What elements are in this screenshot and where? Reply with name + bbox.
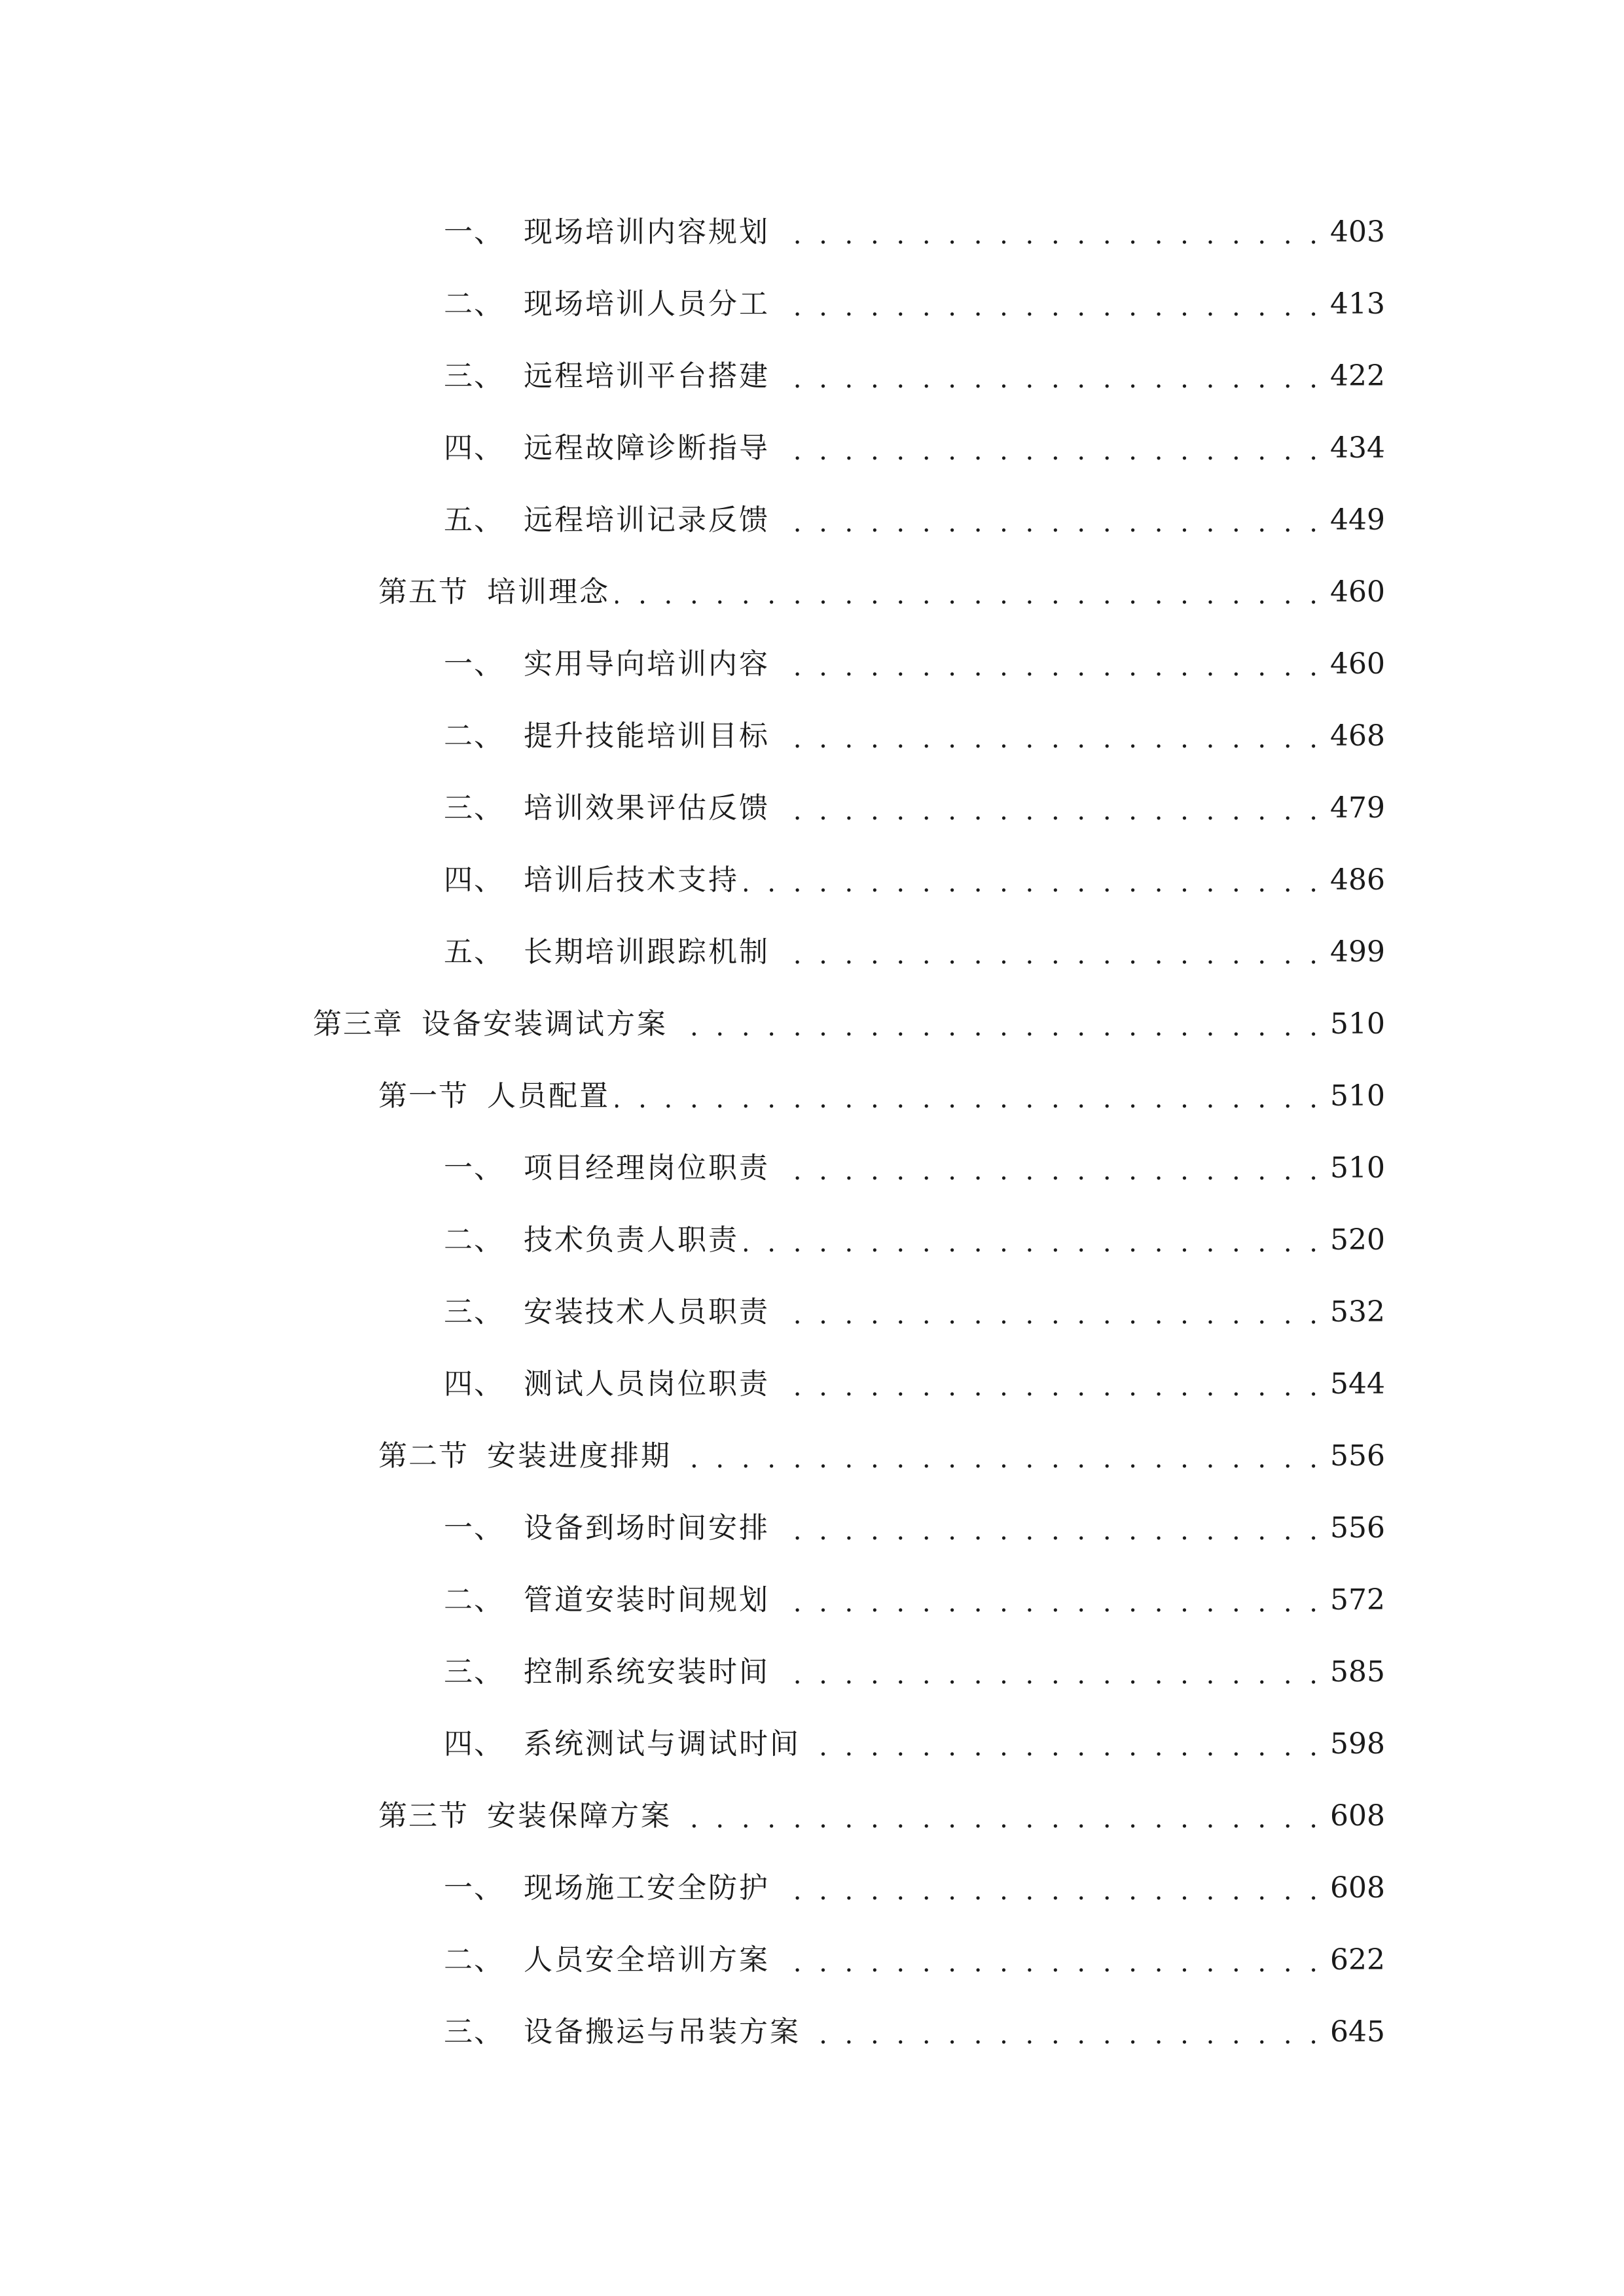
dot-leader xyxy=(744,1204,1322,1276)
toc-row-item[interactable] xyxy=(0,196,1624,268)
toc-entry-page-number: 532 xyxy=(1330,1295,1385,1329)
toc-entry-page-number: 556 xyxy=(1330,1439,1385,1473)
toc-entry-number: 二、 xyxy=(444,1223,504,1257)
toc-row-section[interactable] xyxy=(0,1780,1624,1852)
toc-entry-title: 培训效果评估反馈 xyxy=(524,791,770,825)
toc-entry-number: 四、 xyxy=(444,431,504,465)
dot-leader xyxy=(775,1852,1322,1924)
dot-leader xyxy=(775,268,1322,340)
toc-entry xyxy=(444,196,1385,268)
dot-leader xyxy=(673,988,1322,1060)
toc-entry-number: 二、 xyxy=(444,1943,504,1977)
toc-entry-title: 远程故障诊断指导 xyxy=(524,431,770,465)
toc-entry-title: 远程培训平台搭建 xyxy=(524,359,770,393)
dot-leader xyxy=(806,1996,1322,2068)
toc-entry-title: 设备搬运与吊装方案 xyxy=(524,2015,801,2049)
toc-entry-number: 二、 xyxy=(444,719,504,753)
toc-entry xyxy=(378,556,1385,628)
dot-leader xyxy=(615,1060,1322,1132)
toc-entry-page-number: 422 xyxy=(1330,359,1385,393)
toc-entry xyxy=(378,1420,1385,1492)
toc-row-item[interactable] xyxy=(0,700,1624,772)
toc-entry-title: 控制系统安装时间 xyxy=(524,1655,770,1689)
toc-entry xyxy=(444,1996,1385,2068)
toc-entry xyxy=(444,844,1385,916)
toc-entry-page-number: 510 xyxy=(1330,1151,1385,1185)
toc-row-chapter[interactable] xyxy=(0,988,1624,1060)
toc-entry-title: 技术负责人职责 xyxy=(524,1223,739,1257)
toc-entry-page-number: 572 xyxy=(1330,1583,1385,1617)
toc-row-item[interactable] xyxy=(0,1852,1624,1924)
toc-entry-title: 人员安全培训方案 xyxy=(524,1943,770,1977)
toc-entry-number: 三、 xyxy=(444,1655,504,1689)
toc-entry-page-number: 598 xyxy=(1330,1727,1385,1761)
dot-leader xyxy=(744,844,1322,916)
toc-entry-title: 远程培训记录反馈 xyxy=(524,503,770,537)
toc-entry-title: 测试人员岗位职责 xyxy=(524,1367,770,1401)
toc-entry-page-number: 434 xyxy=(1330,431,1385,465)
toc-entry xyxy=(444,1924,1385,1996)
table-of-contents xyxy=(0,196,1624,2068)
toc-entry-page-number: 468 xyxy=(1330,719,1385,753)
toc-entry-title: 现场施工安全防护 xyxy=(524,1871,770,1905)
toc-row-item[interactable] xyxy=(0,844,1624,916)
toc-entry xyxy=(444,772,1385,844)
dot-leader xyxy=(775,340,1322,412)
toc-entry-number: 五、 xyxy=(444,935,504,969)
dot-leader xyxy=(677,1780,1322,1852)
toc-entry xyxy=(444,1636,1385,1708)
toc-entry-page-number: 544 xyxy=(1330,1367,1385,1401)
toc-entry-title: 培训后技术支持 xyxy=(524,863,739,897)
toc-entry xyxy=(444,340,1385,412)
dot-leader xyxy=(775,700,1322,772)
toc-entry-number: 四、 xyxy=(444,1367,504,1401)
toc-entry-number: 一、 xyxy=(444,1511,504,1545)
dot-leader xyxy=(775,772,1322,844)
toc-row-item[interactable] xyxy=(0,1348,1624,1420)
toc-entry-page-number: 499 xyxy=(1330,935,1385,969)
dot-leader xyxy=(775,1348,1322,1420)
dot-leader xyxy=(775,1636,1322,1708)
toc-row-item[interactable] xyxy=(0,1204,1624,1276)
toc-row-item[interactable] xyxy=(0,268,1624,340)
dot-leader xyxy=(775,1924,1322,1996)
toc-entry-page-number: 585 xyxy=(1330,1655,1385,1689)
toc-entry-page-number: 510 xyxy=(1330,1079,1385,1113)
dot-leader xyxy=(775,1564,1322,1636)
toc-row-section[interactable] xyxy=(0,1060,1624,1132)
toc-entry-page-number: 556 xyxy=(1330,1511,1385,1545)
dot-leader xyxy=(775,916,1322,988)
toc-entry xyxy=(444,268,1385,340)
toc-entry xyxy=(444,1492,1385,1564)
toc-entry-number: 四、 xyxy=(444,863,504,897)
toc-entry-number: 三、 xyxy=(444,1295,504,1329)
toc-entry xyxy=(444,628,1385,700)
toc-entry xyxy=(444,484,1385,556)
toc-row-item[interactable] xyxy=(0,1636,1624,1708)
toc-entry-number: 三、 xyxy=(444,2015,504,2049)
toc-row-item[interactable] xyxy=(0,1924,1624,1996)
toc-entry-page-number: 403 xyxy=(1330,215,1385,249)
toc-entry-page-number: 645 xyxy=(1330,2015,1385,2049)
toc-entry-title: 现场培训人员分工 xyxy=(524,287,770,321)
toc-entry-title: 安装保障方案 xyxy=(487,1799,672,1833)
toc-entry-number: 一、 xyxy=(444,215,504,249)
toc-entry-page-number: 520 xyxy=(1330,1223,1385,1257)
toc-entry-number: 五、 xyxy=(444,503,504,537)
toc-entry-page-number: 486 xyxy=(1330,863,1385,897)
toc-row-item[interactable] xyxy=(0,1996,1624,2068)
dot-leader xyxy=(775,196,1322,268)
toc-entry xyxy=(313,988,1385,1060)
toc-entry-title: 安装进度排期 xyxy=(487,1439,672,1473)
toc-entry-title: 设备安装调试方案 xyxy=(422,1007,668,1041)
toc-entry-number: 一、 xyxy=(444,1871,504,1905)
toc-entry-number: 二、 xyxy=(444,287,504,321)
toc-entry-number: 第一节 xyxy=(378,1079,469,1113)
toc-entry-page-number: 460 xyxy=(1330,575,1385,609)
dot-leader xyxy=(677,1420,1322,1492)
toc-row-section[interactable] xyxy=(0,556,1624,628)
toc-entry-page-number: 608 xyxy=(1330,1871,1385,1905)
toc-entry xyxy=(444,1276,1385,1348)
dot-leader xyxy=(775,1276,1322,1348)
toc-entry-number: 第三章 xyxy=(313,1007,403,1041)
toc-entry-number: 第五节 xyxy=(378,575,469,609)
dot-leader xyxy=(775,628,1322,700)
toc-row-item[interactable] xyxy=(0,1132,1624,1204)
dot-leader xyxy=(615,556,1322,628)
toc-entry-title: 管道安装时间规划 xyxy=(524,1583,770,1617)
toc-entry xyxy=(444,700,1385,772)
toc-entry-page-number: 608 xyxy=(1330,1799,1385,1833)
toc-entry-title: 人员配置 xyxy=(487,1079,610,1113)
toc-row-item[interactable] xyxy=(0,628,1624,700)
toc-entry-title: 提升技能培训目标 xyxy=(524,719,770,753)
toc-entry-title: 现场培训内容规划 xyxy=(524,215,770,249)
toc-entry xyxy=(378,1780,1385,1852)
toc-entry xyxy=(444,1204,1385,1276)
toc-entry-title: 安装技术人员职责 xyxy=(524,1295,770,1329)
toc-entry xyxy=(444,1348,1385,1420)
toc-entry-title: 设备到场时间安排 xyxy=(524,1511,770,1545)
toc-row-item[interactable] xyxy=(0,484,1624,556)
dot-leader xyxy=(775,1132,1322,1204)
toc-entry-title: 长期培训跟踪机制 xyxy=(524,935,770,969)
toc-entry-number: 第三节 xyxy=(378,1799,469,1833)
dot-leader xyxy=(775,1492,1322,1564)
toc-entry xyxy=(444,412,1385,484)
toc-entry-number: 第二节 xyxy=(378,1439,469,1473)
toc-entry-number: 二、 xyxy=(444,1583,504,1617)
toc-entry-number: 三、 xyxy=(444,791,504,825)
toc-entry xyxy=(444,1852,1385,1924)
dot-leader xyxy=(806,1708,1322,1780)
toc-row-item[interactable] xyxy=(0,1708,1624,1780)
toc-row-item[interactable] xyxy=(0,916,1624,988)
toc-row-item[interactable] xyxy=(0,1492,1624,1564)
toc-entry-title: 系统测试与调试时间 xyxy=(524,1727,801,1761)
toc-entry-page-number: 479 xyxy=(1330,791,1385,825)
toc-entry xyxy=(444,1132,1385,1204)
toc-entry-page-number: 622 xyxy=(1330,1943,1385,1977)
toc-entry-page-number: 449 xyxy=(1330,503,1385,537)
toc-entry-title: 实用导向培训内容 xyxy=(524,647,770,681)
toc-entry xyxy=(444,1564,1385,1636)
toc-row-section[interactable] xyxy=(0,1420,1624,1492)
toc-entry xyxy=(378,1060,1385,1132)
toc-entry-title: 培训理念 xyxy=(487,575,610,609)
dot-leader xyxy=(775,412,1322,484)
toc-entry xyxy=(444,916,1385,988)
toc-row-item[interactable] xyxy=(0,1564,1624,1636)
toc-entry-number: 四、 xyxy=(444,1727,504,1761)
dot-leader xyxy=(775,484,1322,556)
toc-entry-number: 一、 xyxy=(444,647,504,681)
toc-row-item[interactable] xyxy=(0,772,1624,844)
toc-row-item[interactable] xyxy=(0,412,1624,484)
toc-row-item[interactable] xyxy=(0,340,1624,412)
toc-entry-number: 三、 xyxy=(444,359,504,393)
toc-entry-number: 一、 xyxy=(444,1151,504,1185)
toc-entry-title: 项目经理岗位职责 xyxy=(524,1151,770,1185)
toc-entry-page-number: 510 xyxy=(1330,1007,1385,1041)
toc-entry-page-number: 413 xyxy=(1330,287,1385,321)
toc-row-item[interactable] xyxy=(0,1276,1624,1348)
toc-entry-page-number: 460 xyxy=(1330,647,1385,681)
toc-entry xyxy=(444,1708,1385,1780)
